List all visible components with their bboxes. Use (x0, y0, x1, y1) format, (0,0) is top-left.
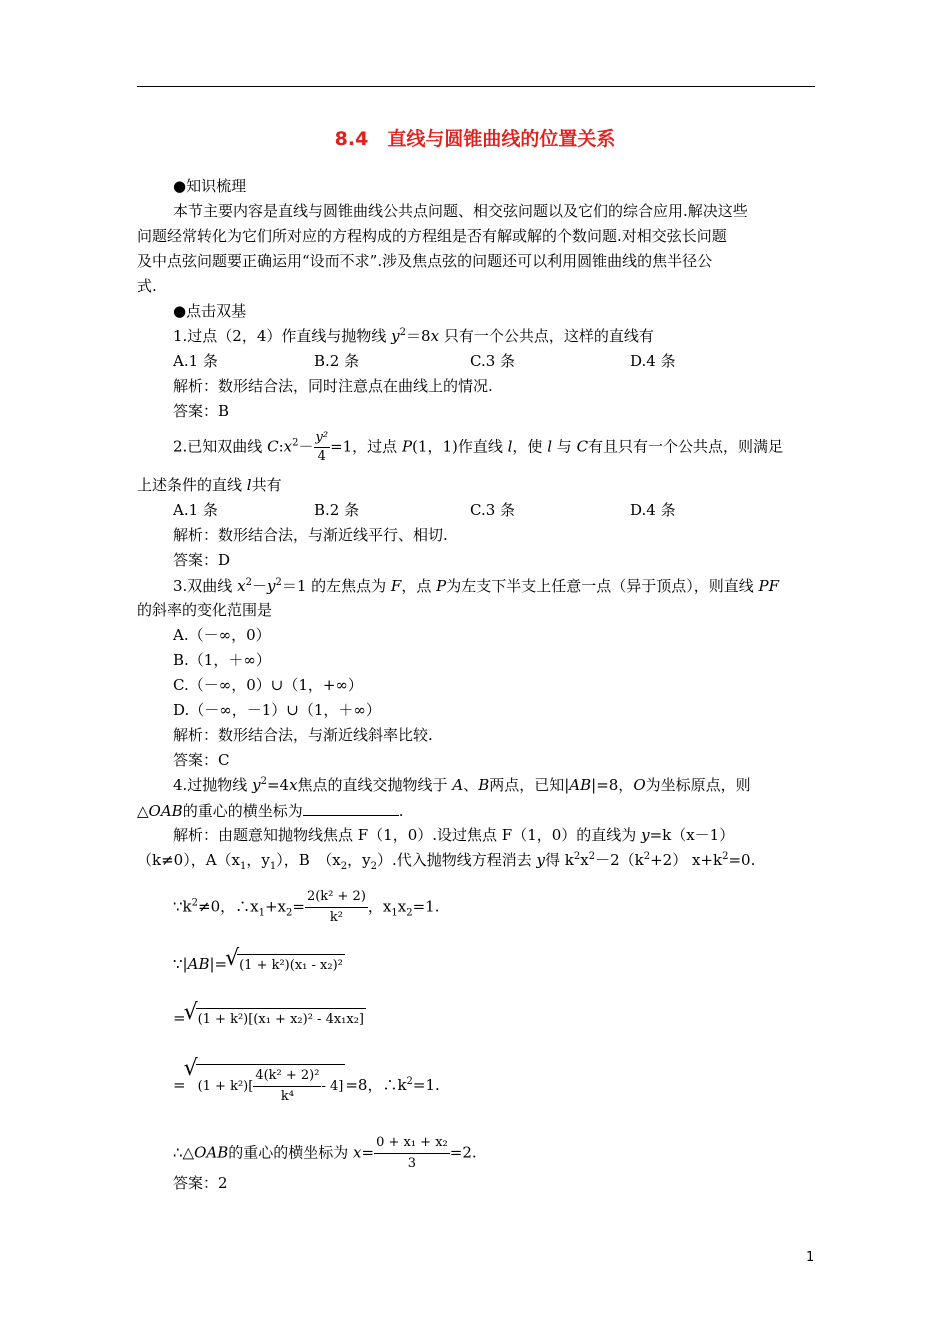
page-number: 1 (806, 1250, 815, 1265)
q2-option-a: A.1 条 (173, 501, 218, 519)
q3-answer: 答案：C (173, 751, 230, 769)
q4-stem: 4.过抛物线 $y^2=4x$焦点的直线交抛物线于 A、B两点，已知|AB|=8，O为坐标原点，则 (173, 776, 751, 794)
q4-analysis-line5: =√ (1 + k²)[(x₁ + x₂)² - 4x₁x₂] (173, 1008, 366, 1029)
sqrt-expression-1: √ (1 + k²)(x₁ - x₂)² (227, 954, 345, 975)
q3-analysis: 解析：数形结合法，与渐近线斜率比较. (173, 726, 433, 744)
q4-analysis-line1: 解析：由题意知抛物线焦点 F（1，0）.设过焦点 F（1，0）的直线为 y=k（x－1） (173, 826, 735, 844)
q2-stem-line2: 上述条件的直线 l共有 (137, 476, 282, 494)
q1-option-d: D.4 条 (630, 352, 676, 370)
q2-analysis: 解析：数形结合法，与渐近线平行、相切. (173, 526, 448, 544)
q4-analysis-line7: ∴△OAB的重心的横坐标为 x= $\frac{\text{0 + x₁ + x₂}}{3}$ =2. (173, 1135, 477, 1171)
q1-option-b: B.2 条 (314, 352, 360, 370)
header-rule (137, 86, 815, 87)
intro-line-3: 及中点弦问题要正确运用“设而不求”.涉及焦点弦的问题还可以利用圆锥曲线的焦半径公 (137, 252, 713, 270)
q1-analysis: 解析：数形结合法，同时注意点在曲线上的情况. (173, 377, 493, 395)
intro-line-2: 问题经常转化为它们所对应的方程构成的方程组是否有解或解的个数问题.对相交弦长问题 (137, 227, 727, 245)
q2-option-d: D.4 条 (630, 501, 676, 519)
centroid-fraction: $\frac{\text{0 + x₁ + x₂}}{3}$ (376, 1135, 448, 1171)
answer-blank (303, 803, 399, 816)
heading-knowledge: ●知识梳理 (173, 177, 247, 195)
q1-stem: 1.过点（2，4）作直线与抛物线 $y^2=8x$ 只有一个公共点，这样的直线有 (173, 327, 654, 345)
q1-option-c: C.3 条 (470, 352, 516, 370)
q3-option-a: A.（－∞，0） (173, 626, 271, 644)
q4-analysis-line6: =√ (1 + k²)[ $\frac{\text{4(k² + 2)²}}{\text{k⁴}}$ - 4] =8，$\therefore k^2=1$. (173, 1064, 440, 1106)
q1-answer: 答案：B (173, 402, 230, 420)
q2-option-c: C.3 条 (470, 501, 516, 519)
q1-option-a: A.1 条 (173, 352, 218, 370)
q3-option-c: C.（－∞，0）∪（1，+∞） (173, 676, 363, 694)
q3-option-b: B.（1，＋∞） (173, 651, 271, 669)
q4-stem-line2: △OAB的重心的横坐标为 . (137, 802, 404, 820)
q4-answer: 答案：2 (173, 1174, 228, 1192)
q3-stem-line2: 的斜率的变化范围是 (137, 601, 273, 619)
q2-answer: 答案：D (173, 551, 231, 569)
q4-analysis-line4: ∵|AB|=√ (1 + k²)(x₁ - x₂)² (173, 954, 345, 975)
q2-stem: 2.已知双曲线 $C:x^2-$ $\frac{\text{y²}}{4}$ =1，过点 P(1，1)作直线 l，使 l 与 C有且只有一个公共点，则满足 (173, 430, 784, 464)
q2-option-b: B.2 条 (314, 501, 360, 519)
q4-analysis-line3: $\because k^2\ne 0$，$\therefore x_1+x_2=$ $\frac{\text{2(k² + 2)}}{\text{k²}}$ ，$x_1x_2=1$. (173, 889, 440, 925)
q3-stem: 3.双曲线 $x^2-y^2=1$ 的左焦点为 F，点 P为左支下半支上任意一点（异于顶点），则直线 PF (173, 577, 779, 595)
intro-line-1: 本节主要内容是直线与圆锥曲线公共点问题、相交弦问题以及它们的综合应用.解决这些 (173, 202, 748, 220)
section-title: 8.4 直线与圆锥曲线的位置关系 (334, 128, 616, 150)
sqrt-expression-2: √ (1 + k²)[(x₁ + x₂)² - 4x₁x₂] (186, 1008, 366, 1029)
q3-option-d: D.（－∞，－1）∪（1，＋∞） (173, 701, 381, 719)
heading-basics: ●点击双基 (173, 302, 247, 320)
intro-line-4: 式. (137, 277, 157, 295)
sum-fraction: $\frac{\text{2(k² + 2)}}{\text{k²}}$ (306, 889, 366, 925)
q2-fraction: $\frac{\text{y²}}{4}$ (315, 430, 329, 464)
q4-analysis-line2: （k≠0），$A(x_1$，$y_1$），B （$x_2$，$y_2$）.代入抛物线方程消去 y得 $k^2x^2-2(k^2+2)$ $x+k^2=0$. (137, 851, 756, 872)
sqrt-expression-3: √ (1 + k²)[ $\frac{\text{4(k² + 2)²}}{\text{k⁴}}$ - 4] (186, 1064, 346, 1106)
